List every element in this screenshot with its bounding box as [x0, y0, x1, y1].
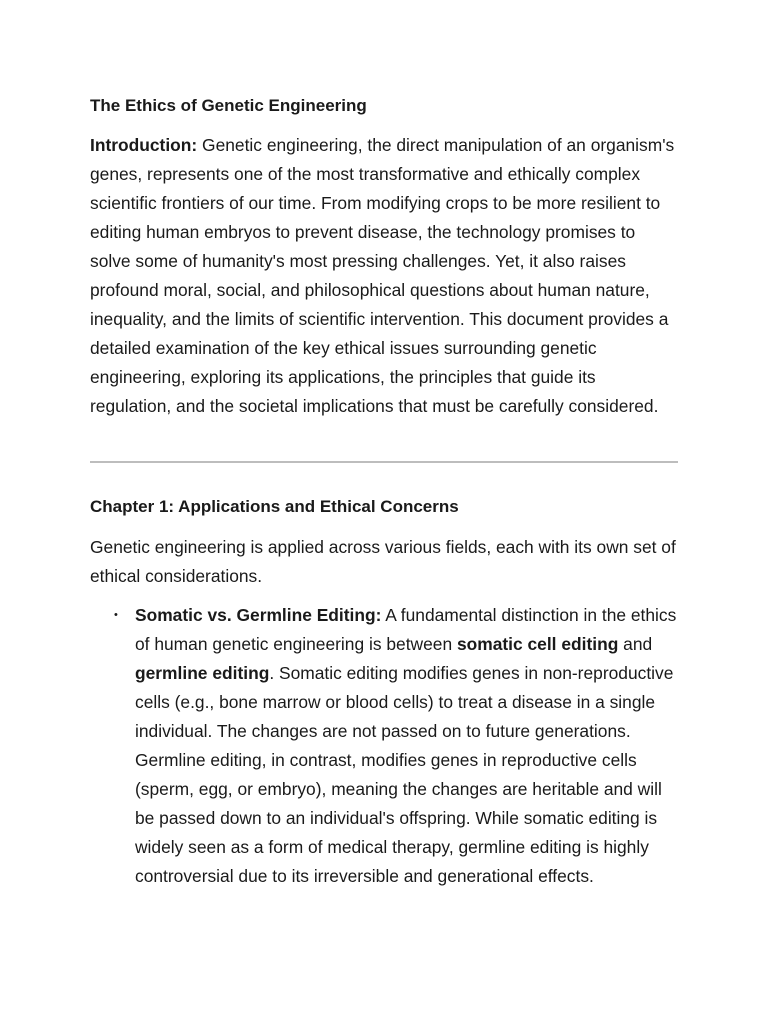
chapter-intro-paragraph: Genetic engineering is applied across various fields, each with its own set of ethical considerations. — [90, 537, 676, 586]
introduction-paragraph — [90, 131, 678, 421]
introduction-text: Genetic engineering, the direct manipulation of an organism's genes, represents one of the most transformative and ethically complex scientific frontiers of our time. From modifying crops to be more resilient to editing human embryos to prevent disease, the technology promises to solve some of humanity's most pressing challenges. Yet, it also raises profound moral, social, and philosophical questions about human nature, inequality, and the limits of scientific intervention. This document provides a detailed examination of the key ethical issues surrounding genetic engineering, exploring its applications, the principles that guide its regulation, and the societal implications that must be carefully considered. — [90, 135, 675, 416]
bullet-list — [90, 601, 680, 891]
bullet-bold-term: somatic cell editing — [456, 634, 619, 654]
bullet-marker: • — [114, 609, 118, 621]
bullet-text: and — [618, 634, 653, 654]
bullet-lead: Somatic vs. Germline Editing: — [135, 605, 382, 625]
list-item — [90, 601, 680, 891]
document-title: The Ethics of Genetic Engineering — [90, 96, 367, 115]
bullet-bold-term: germline editing — [135, 663, 270, 683]
chapter-title: Chapter 1: Applications and Ethical Concerns — [90, 497, 459, 516]
section-divider — [90, 461, 678, 463]
bullet-text: . Somatic editing modifies genes in non-reproductive cells (e.g., bone marrow or blood cells) to treat a disease in a single individual. The changes are not passed on to future generations. Germline editing, in contrast, modifies genes in reproductive cells (sperm, egg, or embryo), meaning the changes are heritable and will be passed down to an individual's offspring. While somatic editing is widely seen as a form of medical therapy, germline editing is highly controversial due to its irreversible and generational effects. — [135, 663, 674, 886]
bullet-text: A fundamental distinction in the ethics of human genetic engineering is between — [135, 605, 677, 654]
introduction-lead: Introduction: — [90, 135, 198, 155]
